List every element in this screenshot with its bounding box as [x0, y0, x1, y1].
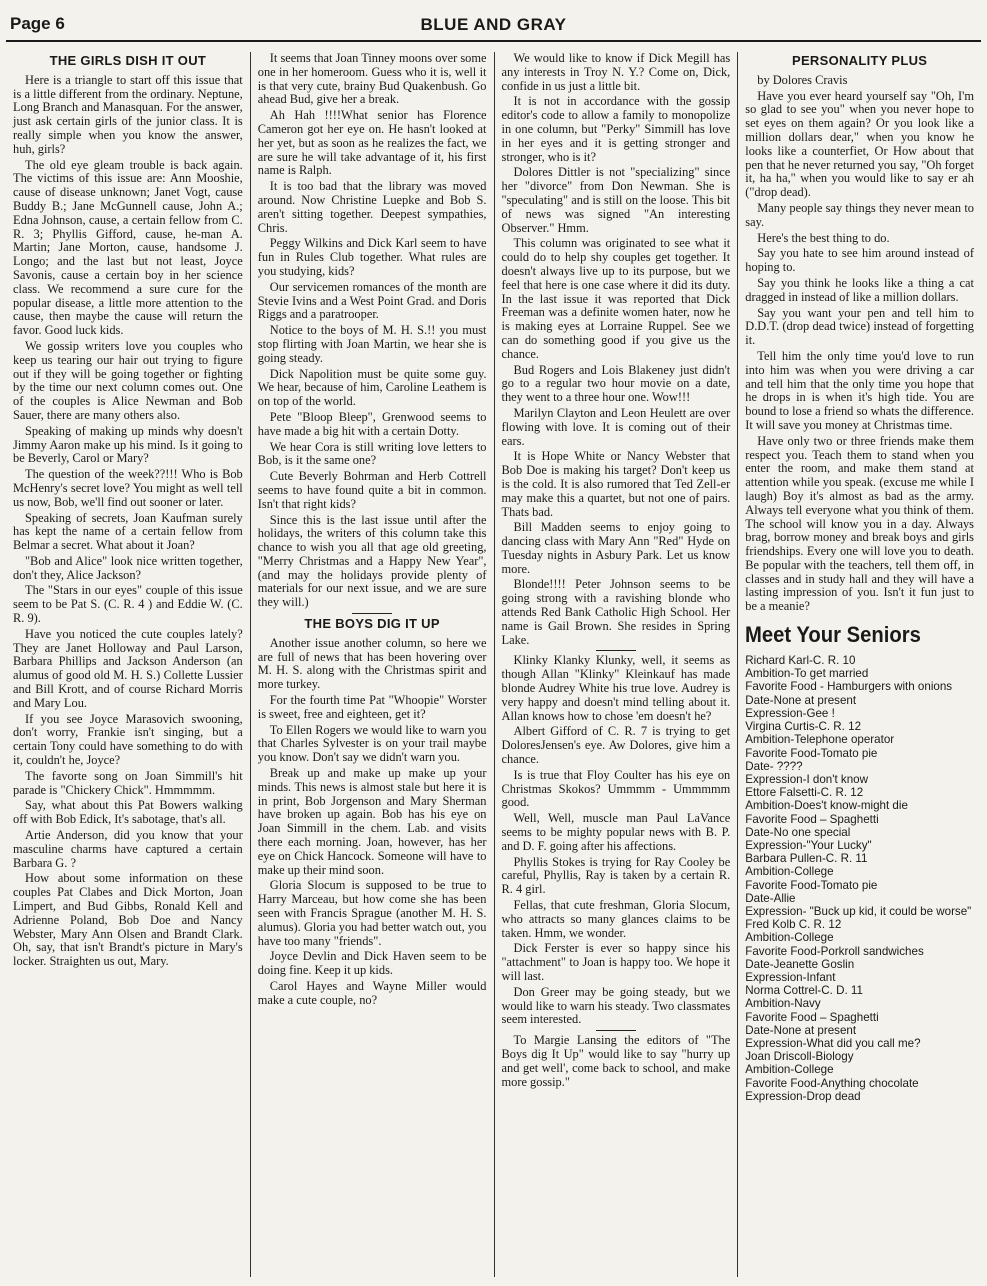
senior-line: Favorite Food – Spaghetti: [745, 1010, 879, 1024]
senior-line: Fred Kolb C. R. 12: [745, 918, 842, 932]
paragraph: How about some information on these couples Pat Clabes and Dick Morton, Joan Limpert, and Bud Gibbs, Ronald Kell and Adrienne Poland, Bob Doe and Nancy Webster, Mary Ann Olsen and Brandt Clark. Oh, say, that isn't Brandt's picture in Mary's locker. Straighten us out, Mary.: [13, 871, 243, 969]
paragraph: It is Hope White or Nancy Webster that Bob Doe is making his target? Don't keep us is the cold. It is also rumored that Ted Zell-er may make this a quartet, but not one of pairs. Thats bad.: [501, 449, 731, 519]
senior-line: Ambition-Does't know-might die: [745, 799, 908, 813]
headline-meet-seniors: Meet Your Seniors: [745, 622, 922, 648]
paragraph: Speaking of making up minds why doesn't Jimmy Aaron make up his mind. Is it going to be Beverly, Carol or Mary?: [13, 423, 243, 466]
paragraph: It seems that Joan Tinney moons over some one in her homeroom. Guess who it is, well it is that very cute, brainy Bud Quakenbush. Go ahead Bud, give her a break.: [257, 52, 487, 107]
senior-line: Joan Driscoll-Biology: [745, 1050, 854, 1064]
column-4: [737, 52, 981, 1277]
paragraph: The favorte song on Joan Simmill's hit parade is "Chickery Chick". Hmmmmm.: [13, 768, 243, 797]
senior-line: Ambition-College: [745, 1063, 834, 1077]
paragraph: Ah Hah !!!!What senior has Florence Cameron got her eye on. He hasn't looked at her yet, but as soon as he realizes the fact, we are sure he will take advantage of it, his first name is Ralph.: [257, 108, 487, 178]
senior-line: Ambition-Navy: [745, 997, 821, 1011]
paragraph: Dick Napolition must be quite some guy. We hear, because of him, Caroline Leathem is on top of the world.: [257, 366, 487, 409]
senior-line: Date-No one special: [745, 825, 851, 839]
senior-line: Date-Allie: [745, 891, 796, 905]
paragraph: Is is true that Floy Coulter has his eye on Christmas Skokos? Ummmm - Ummmmm good.: [501, 767, 731, 810]
paragraph: Break up and make up make up your minds. This news is almost stale but here it is in print, Bob Jorgenson and Mary Sherman have broken up again. Bob has his eye on Joan Simmill in the chem. Lab. and visits there each morning. Joan, however, has her eye on Chick Hancock. Someone will have to make up their mind soon.: [257, 766, 487, 877]
paragraph: Carol Hayes and Wayne Miller would make a cute couple, no?: [257, 979, 487, 1007]
senior-line: Expression-I don't know: [745, 772, 868, 786]
senior-line: Favorite Food – Spaghetti: [745, 812, 879, 826]
paragraph: To Margie Lansing the editors of "The Boys dig It Up" would like to say "hurry up and get well', come back to school, and make more gossip.": [501, 1033, 731, 1089]
headline-girls-dish: THE GIRLS DISH IT OUT: [49, 53, 207, 68]
senior-line: Virgina Curtis-C. R. 12: [745, 720, 862, 734]
paragraph: "Bob and Alice" look nice written together, don't they, Alice Jackson?: [13, 553, 243, 582]
paragraph: Blonde!!!! Peter Johnson seems to be going strong with a ravishing blonde who attends Red Bank Catholic High School. Her name is Gail Brown. She resides in Spring Lake.: [501, 577, 731, 647]
paragraph: Peggy Wilkins and Dick Karl seem to have fun in Rules Club together. What rules are you studying, kids?: [257, 236, 487, 278]
paragraph: We hear Cora is still writing love letters to Bob, is it the same one?: [257, 439, 487, 468]
paragraph: We would like to know if Dick Megill has any interests in Troy N. Y.? Come on, Dick, confide in us just a little bit.: [501, 52, 731, 93]
senior-line: Ambition-College: [745, 931, 834, 945]
paragraph: If you see Joyce Marasovich swooning, don't worry, Frankie isn't singing, but a certain Tony could have something to do with it, couldn't he, Joyce?: [13, 711, 243, 768]
article-body: [502, 1034, 731, 1089]
paragraph: Have you ever heard yourself say "Oh, I'm so glad to see you" when you never hope to set eyes on them again? Or you look like a million dollars dear," when you know he looks like a counterfiet, Or How about that pen that he never returned you say, "Oh forget it, ha ha," when you would like to say er ah ("drop dead).: [745, 88, 974, 200]
senior-line: Favorite Food-Tomato pie: [745, 878, 878, 892]
paragraph: Have only two or three friends make them respect you. Teach them to stand when you enter the room, and make them stand at attention while you speak. (excuse me while I laugh) Boy it's almost as bad as the army. Always tell everyone what you think of them. The school will know you in a day. Always brag, borrow money and break boys and girls friendships. Every one will love you to death. Be popular with the teachers, tell them off, in classes and in study hall and they will have a lasting impression of you. Isn't it fun just to be a meanie?: [745, 433, 974, 614]
paragraph: Since this is the last issue until after the holidays, the writers of this column take this chance to wish you all that age old greeting, "Merry Christmas and a Happy New Year", (and may the holidays provide plenty of materials for our next issue, and we are sure they will.): [257, 512, 487, 610]
paragraph: The old eye gleam trouble is back again. The victims of this issue are: Ann Mooshie, cause of disease unknown; Janet Vogt, cause Buddy B.; Jane McGunnell cause, John A.; Edna Johnson, cause, a certain fellow from C. R. 3; Phyllis Gifford, cause, he-man A. Martin; Jane Morton, cause, handsome J. Longo; and the last but not least, Joyce Savonis, cause a certain boy in her science class. We recommend a sure cure for the popular disease, a little more attention to the cause, then maybe the cause will return the favor. Good luck kids.: [13, 157, 243, 338]
senior-line: Ettore Falsetti-C. R. 12: [745, 786, 864, 800]
paragraph: Say you want your pen and tell him to D.D.T. (drop dead twice) instead of forgetting it.: [745, 305, 974, 348]
paragraph: Dick Ferster is ever so happy since his "attachment" to Joan is happy too. We hope it will last.: [501, 941, 731, 983]
publication-title: BLUE AND GRAY: [420, 15, 567, 34]
senior-line: Favorite Food-Anything chocolate: [745, 1076, 919, 1090]
senior-line: Date-None at present: [745, 693, 857, 707]
paragraph: Artie Anderson, did you know that your masculine charms have captured a certain Barbara G. ?: [13, 828, 243, 870]
senior-line: Ambition-To get married: [745, 667, 869, 681]
senior-line: Ambition-Telephone operator: [745, 733, 895, 747]
paragraph: Here's the best thing to do.: [757, 230, 890, 245]
paragraph: Don Greer may be going steady, but we would like to warn his steady. Two classmates seem interested.: [501, 984, 731, 1027]
senior-line: Expression-Gee !: [745, 706, 835, 720]
divider: [596, 1030, 636, 1031]
paragraph: We gossip writers love you couples who keep us tearing our hair out trying to figure out if they will be going together or fighting by the time our next column comes out. One of the couples is Alice Newman and Bob Sauer, there are many others also.: [13, 338, 243, 422]
paragraph: It is too bad that the library was moved around. Now Christine Luepke and Bob S. aren't sitting together. Deepest sympathies, Chris.: [257, 179, 487, 235]
seniors-list: [745, 654, 974, 1103]
paragraph: Bud Rogers and Lois Blakeney just didn't go to a regular two hour movie on a date, they went to a three hour one. Wow!!!: [501, 362, 731, 405]
paragraph: For the fourth time Pat "Whoopie" Worster is sweet, free and eighteen, get it?: [257, 693, 487, 721]
masthead: [6, 10, 981, 42]
paragraph: Speaking of secrets, Joan Kaufman surely has kept the name of a certain fellow from Belmar a secret. What about it Joan?: [13, 510, 243, 553]
paragraph: Our servicemen romances of the month are Stevie Ivins and a West Point Grad. and Doris Riggs and a paratrooper.: [257, 279, 487, 322]
senior-line: Ambition-College: [745, 865, 834, 879]
article-body: [258, 52, 487, 610]
paragraph: Albert Gifford of C. R. 7 is trying to get DoloresJensen's eye. Aw Dolores, give him a chance.: [501, 724, 731, 767]
paragraph: To Ellen Rogers we would like to warn you that Charles Sylvester is on your trail maybe you know. Don't say we didn't warn you.: [257, 722, 487, 765]
paragraph: Another issue another column, so here we are full of news that has been hovering over M. H. S. along with the Christmas spirit and more turkey.: [257, 635, 487, 692]
senior-line: Date-Jeanette Goslin: [745, 957, 855, 971]
senior-line: Expression- "Buck up kid, it could be worse": [745, 904, 972, 918]
column-2: [250, 52, 494, 1277]
paragraph: The "Stars in our eyes" couple of this issue seem to be Pat S. (C. R. 4 ) and Eddie W. (C. R. 9).: [13, 583, 243, 626]
senior-line: Norma Cottrel-C. D. 11: [745, 984, 863, 998]
article-body: [502, 52, 731, 647]
paragraph: Tell him the only time you'd love to run into him was when you were driving a car and tell him that the only time you hope that he drops in is when it's high tide. You are bound to lose a friend so whats the difference. It will save you money at Christmas time.: [745, 348, 974, 432]
paragraph: Many people say things they never mean to say.: [745, 200, 974, 229]
paragraph: Bill Madden seems to enjoy going to dancing class with Mary Ann "Red" Hyde on Tuesday nights in Asbury Park. Let us know more.: [501, 520, 731, 576]
paragraph: Say, what about this Pat Bowers walking off with Bob Edick, It's sabotage, that's all.: [13, 798, 243, 827]
columns: [6, 52, 981, 1277]
paragraph: Phyllis Stokes is trying for Ray Cooley be careful, Phyllis, Ray is taken by a certain R. R. 4 girl.: [501, 854, 731, 897]
paragraph: It is not in accordance with the gossip editor's code to allow a family to monopolize in one column, but "Perky" Simmill has love in her eyes and it is getting stronger and stronger, who is it?: [501, 94, 731, 164]
senior-line: Expression-"Your Lucky": [745, 838, 872, 852]
paragraph: Say you think he looks like a thing a cat dragged in instead of like a million dollars.: [745, 275, 974, 304]
page-number: Page 6: [10, 14, 65, 33]
paragraph: Fellas, that cute freshman, Gloria Slocum, who attracts so many glances claims to be taken. Hmm, we wonder.: [501, 898, 731, 940]
paragraph: Here is a triangle to start off this issue that is a little different from the ordinary. Neptune, Long Branch and Manasquan. For the answer, just ask certain girls of the junior class. It is really simple when you know the answer, huh, girls?: [13, 72, 243, 156]
paragraph: Klinky Klanky Klunky, well, it seems as though Allan "Klinky" Kleinkauf has made blonde Audrey White his true love. Audrey is very happy and doesn't mind telling about it. Allan knows how to chose 'em doesn't he?: [501, 653, 731, 723]
senior-line: Favorite Food-Porkroll sandwiches: [745, 944, 924, 958]
paragraph: Pete "Bloop Bleep", Grenwood seems to have made a big hit with a certain Dotty.: [257, 409, 487, 438]
paragraph: Have you noticed the cute couples lately? They are Janet Holloway and Paul Larson, Barbara Phillips and Jackson Anderson (an alumus of good old M. H. S.) Collette Lussier and Bill Krott, and of course Richard Morris and Mary Lou.: [13, 626, 243, 710]
paragraph: Marilyn Clayton and Leon Heulett are over flowing with love. It is coming out of their ears.: [501, 405, 731, 448]
senior-line: Date- ????: [745, 759, 803, 773]
paragraph: This column was originated to see what it could do to help shy couples get together. It doesn't always live up to its purpose, but we feel that here is one case where it did its duty. In the last issue it was reported that Dick Freeman was a definite women hater, now he is making eyes at Lorraine Ruppel. See we can do something good if you give us the chance.: [501, 236, 731, 361]
senior-line: Barbara Pullen-C. R. 11: [745, 852, 868, 866]
paragraph: Notice to the boys of M. H. S.!! you must stop flirting with Joan Martin, we hear she is going steady.: [257, 323, 487, 365]
senior-line: Date-None at present: [745, 1023, 857, 1037]
paragraph: Gloria Slocum is supposed to be true to Harry Marceau, but how come she has been seen with Francis Sprague (another M. H. S. alumus). Gloria you had better watch out, you have too many "friends".: [257, 878, 487, 948]
article-body: [13, 74, 243, 969]
paragraph: Cute Beverly Bohrman and Herb Cottrell seems to have found quite a bit in common. Isn't that right kids?: [257, 469, 487, 511]
paragraph: Say you hate to see him around instead of hoping to.: [745, 246, 974, 275]
paragraph: The question of the week??!!! Who is Bob McHenry's secret love? You might as well tell us now, Bob, we'll find out sooner or later.: [13, 467, 243, 509]
article-body: [258, 637, 487, 1008]
divider: [596, 650, 636, 651]
divider: [352, 613, 392, 614]
paragraph: Dolores Dittler is not "specializing" since her "divorce" from Don Newman. She is "speculating" and is still on the loose. This bit of news was signed "An interesting Observer." Hmm.: [501, 165, 731, 235]
byline: by Dolores Cravis: [757, 72, 848, 87]
headline-personality-plus: PERSONALITY PLUS: [791, 53, 928, 68]
senior-line: Expression-Drop dead: [745, 1089, 861, 1103]
senior-line: Favorite Food - Hamburgers with onions: [745, 680, 953, 694]
senior-line: Expression-What did you call me?: [745, 1036, 921, 1050]
paragraph: Joyce Devlin and Dick Haven seem to be doing fine. Keep it up kids.: [257, 949, 487, 978]
column-1: [6, 52, 250, 1277]
senior-line: Favorite Food-Tomato pie: [745, 746, 878, 760]
article-body: [502, 654, 731, 1027]
paragraph: Well, Well, muscle man Paul LaVance seems to be mighty popular news with B. P. and D. F. going after his affections.: [501, 811, 731, 853]
senior-line: Richard Karl-C. R. 10: [745, 654, 856, 668]
article-body: [745, 90, 974, 614]
senior-line: Expression-Infant: [745, 970, 836, 984]
headline-boys-dig: THE BOYS DIG IT UP: [304, 616, 440, 632]
column-3: [494, 52, 738, 1277]
